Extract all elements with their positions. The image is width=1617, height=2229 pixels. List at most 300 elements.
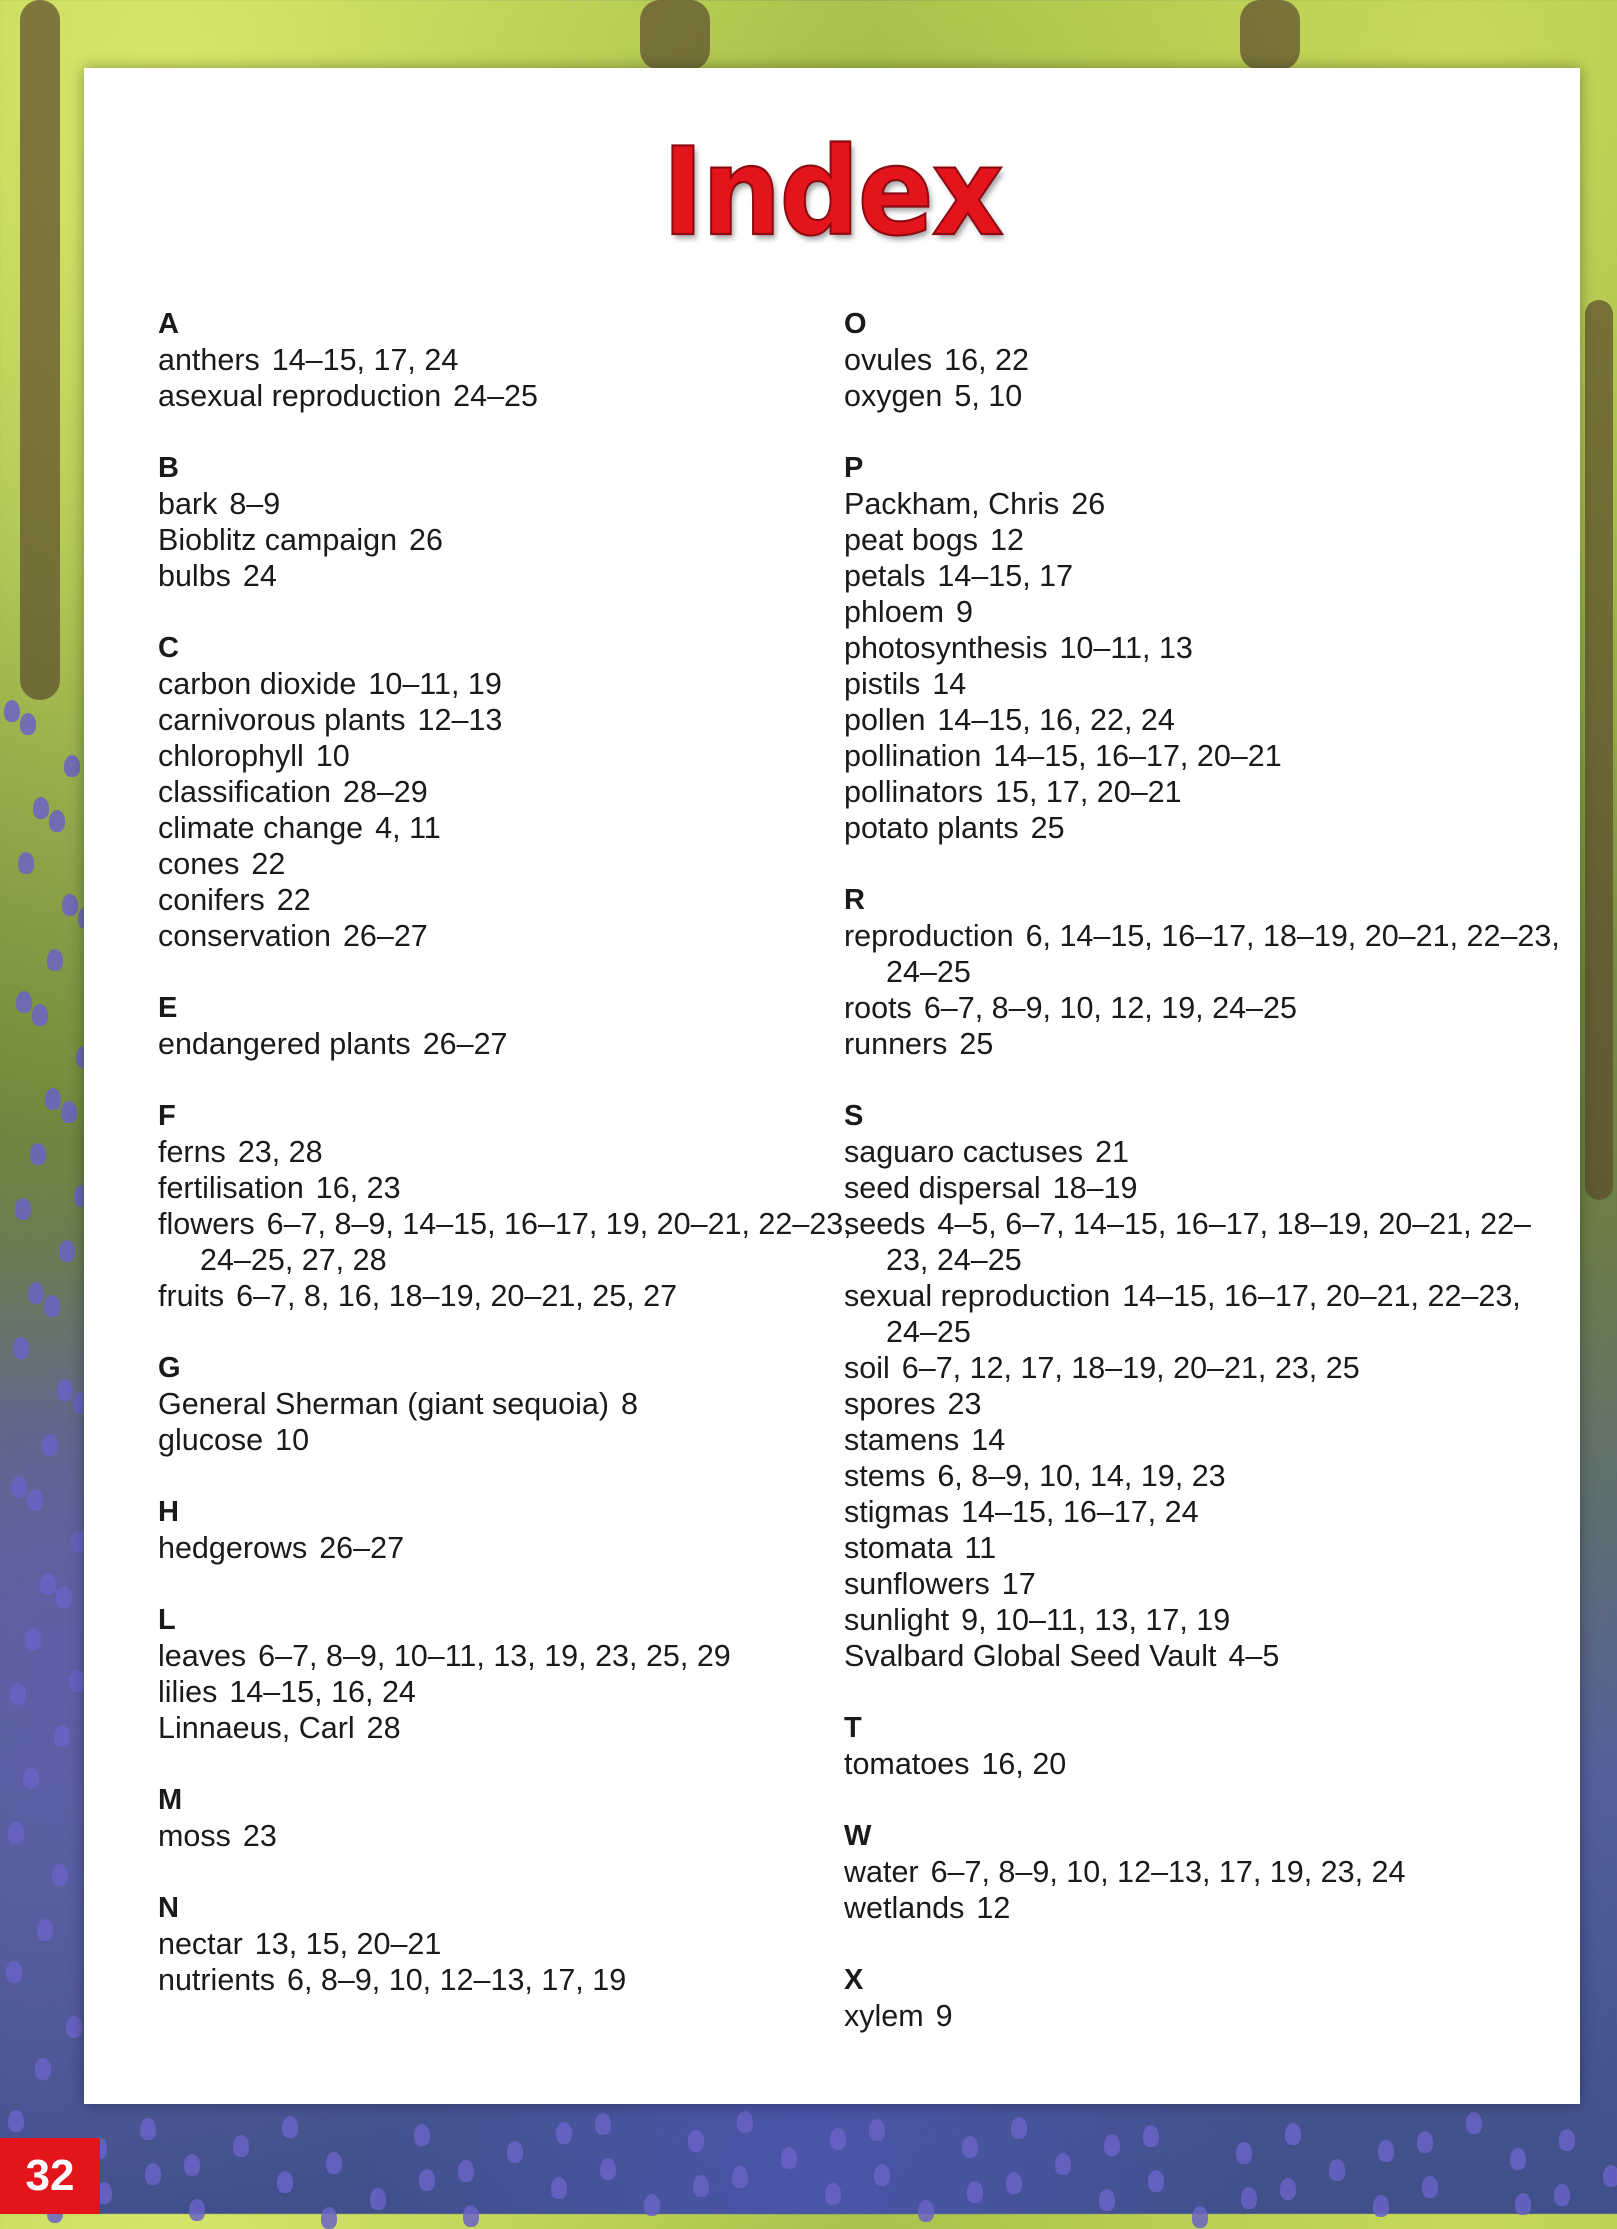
index-group — [844, 1098, 1564, 1674]
index-entry — [844, 1350, 1564, 1386]
index-term: phloem — [844, 595, 945, 629]
index-group — [158, 630, 858, 954]
bluebell-decoration — [8, 2110, 24, 2132]
index-entry — [844, 666, 1564, 702]
bluebell-decoration — [37, 1919, 53, 1941]
index-term: chlorophyll — [158, 739, 304, 773]
bluebell-decoration — [56, 1586, 72, 1608]
index-page-refs: 6–7, 8–9, 10, 12, 19, 24–25 — [923, 991, 1297, 1025]
index-page-refs: 22 — [251, 847, 286, 881]
bluebell-decoration — [27, 1489, 43, 1511]
bluebell-decoration — [45, 1088, 61, 1110]
bluebell-decoration — [62, 894, 78, 916]
index-term: soil — [844, 1351, 890, 1385]
bluebell-decoration — [16, 991, 32, 1013]
index-term: glucose — [158, 1423, 264, 1457]
index-entry — [844, 486, 1564, 522]
index-page-refs: 23 — [242, 1819, 277, 1853]
index-term: seeds — [844, 1207, 926, 1241]
index-entry — [844, 990, 1564, 1026]
index-letter-heading: S — [844, 1100, 864, 1132]
index-entry — [158, 846, 858, 882]
bluebell-decoration — [830, 2128, 846, 2150]
bluebell-decoration — [1055, 2153, 1071, 2175]
bluebell-decoration — [688, 2130, 704, 2152]
index-term: seed dispersal — [844, 1171, 1041, 1205]
index-page-refs: 24–25 — [453, 379, 538, 413]
index-column-left — [158, 306, 858, 2034]
bluebell-decoration — [737, 2111, 753, 2133]
index-page-refs: 13, 15, 20–21 — [254, 1927, 442, 1961]
bluebell-decoration — [551, 2177, 567, 2199]
bluebell-decoration — [23, 1767, 39, 1789]
bluebell-decoration — [11, 1476, 27, 1498]
bluebell-decoration — [1280, 2178, 1296, 2200]
index-letter-heading: M — [158, 1784, 183, 1816]
bluebell-decoration — [1236, 2142, 1252, 2164]
index-term: reproduction — [844, 919, 1014, 953]
index-term: roots — [844, 991, 912, 1025]
index-entry — [158, 666, 858, 702]
index-group — [844, 1962, 1564, 2034]
index-page-refs: 9 — [935, 1999, 953, 2033]
index-entry — [158, 1206, 858, 1278]
index-term: xylem — [844, 1999, 924, 2033]
bluebell-decoration — [781, 2147, 797, 2169]
index-group — [158, 1098, 858, 1314]
index-group — [158, 1782, 858, 1854]
index-term: lilies — [158, 1675, 218, 1709]
index-term: stigmas — [844, 1495, 950, 1529]
index-page-refs: 15, 17, 20–21 — [995, 775, 1182, 809]
index-entry — [844, 1206, 1564, 1278]
index-page-refs: 6–7, 12, 17, 18–19, 20–21, 23, 25 — [901, 1351, 1360, 1385]
bluebell-decoration — [507, 2141, 523, 2163]
index-term: pollination — [844, 739, 982, 773]
index-entry — [844, 918, 1564, 990]
index-letter-heading: O — [844, 308, 867, 340]
bluebell-decoration — [595, 2113, 611, 2135]
index-term: saguaro cactuses — [844, 1135, 1084, 1169]
bluebell-decoration — [1143, 2125, 1159, 2147]
index-term: endangered plants — [158, 1027, 411, 1061]
bluebell-decoration — [825, 2183, 841, 2205]
index-group — [158, 1890, 858, 1998]
bluebell-decoration — [49, 810, 65, 832]
index-term: anthers — [158, 343, 260, 377]
index-letter-heading: G — [158, 1352, 181, 1384]
index-term: sunflowers — [844, 1567, 990, 1601]
index-page-refs: 14–15, 16, 24 — [229, 1675, 416, 1709]
index-term: Bioblitz campaign — [158, 523, 398, 557]
bluebell-decoration — [8, 1822, 24, 1844]
index-page-refs: 22 — [276, 883, 311, 917]
bluebell-decoration — [967, 2181, 983, 2203]
bluebell-decoration — [52, 1864, 68, 1886]
bluebell-decoration — [6, 1961, 22, 1983]
bluebell-decoration — [1329, 2159, 1345, 2181]
index-term: leaves — [158, 1639, 247, 1673]
index-term: photosynthesis — [844, 631, 1048, 665]
bluebell-decoration — [233, 2135, 249, 2157]
index-page-refs: 14 — [932, 667, 967, 701]
index-term: tomatoes — [844, 1747, 970, 1781]
index-term: Svalbard Global Seed Vault — [844, 1639, 1217, 1673]
index-term: carbon dioxide — [158, 667, 357, 701]
index-term: carnivorous plants — [158, 703, 406, 737]
index-entry — [844, 738, 1564, 774]
index-entry — [844, 1026, 1564, 1062]
bluebell-decoration — [918, 2200, 934, 2222]
bluebell-decoration — [370, 2188, 386, 2210]
index-page-refs: 23, 28 — [237, 1135, 323, 1169]
index-entry — [158, 918, 858, 954]
bluebell-decoration — [463, 2205, 479, 2227]
index-letter-heading: P — [844, 452, 864, 484]
bluebell-decoration — [15, 1198, 31, 1220]
index-entry — [158, 1026, 858, 1062]
bluebell-decoration — [732, 2166, 748, 2188]
index-entry — [844, 1386, 1564, 1422]
index-entry — [158, 1962, 858, 1998]
index-entry — [158, 1818, 858, 1854]
index-entry — [158, 1530, 858, 1566]
index-page-refs: 4–5, 6–7, 14–15, 16–17, 18–19, 20–21, 22–23, 24–25 — [886, 1207, 1531, 1277]
index-page-refs: 28 — [366, 1711, 401, 1745]
index-letter-heading: L — [158, 1604, 176, 1636]
index-term: Linnaeus, Carl — [158, 1711, 355, 1745]
index-page-refs: 10–11, 13 — [1059, 631, 1193, 665]
index-page-refs: 6–7, 8–9, 10, 12–13, 17, 19, 23, 24 — [930, 1855, 1406, 1889]
index-group — [158, 306, 858, 414]
index-term: spores — [844, 1387, 936, 1421]
index-group — [844, 450, 1564, 846]
bluebell-decoration — [145, 2163, 161, 2185]
index-entry — [158, 882, 858, 918]
index-term: ovules — [844, 343, 933, 377]
bluebell-decoration — [419, 2169, 435, 2191]
index-term: bark — [158, 487, 218, 521]
index-entry — [158, 702, 858, 738]
index-entry — [844, 342, 1564, 378]
index-page-refs: 14–15, 16–17, 20–21 — [993, 739, 1282, 773]
index-letter-heading: T — [844, 1712, 862, 1744]
index-group — [158, 1494, 858, 1566]
index-page-refs: 25 — [959, 1027, 994, 1061]
index-entry — [844, 1278, 1564, 1350]
bluebell-decoration — [693, 2175, 709, 2197]
index-letter-heading: R — [844, 884, 865, 916]
index-page-refs: 9 — [956, 595, 974, 629]
bluebell-decoration — [962, 2136, 978, 2158]
index-page-refs: 12 — [989, 523, 1024, 557]
index-term: classification — [158, 775, 331, 809]
bluebell-decoration — [20, 713, 36, 735]
bluebell-decoration — [61, 1101, 77, 1123]
index-page-refs: 21 — [1095, 1135, 1129, 1169]
bluebell-decoration — [1466, 2112, 1482, 2134]
index-term: petals — [844, 559, 926, 593]
index-entry — [158, 342, 858, 378]
bluebell-decoration — [1559, 2129, 1575, 2151]
index-group — [844, 306, 1564, 414]
index-entry — [158, 1386, 858, 1422]
bluebell-decoration — [326, 2152, 342, 2174]
index-page-refs: 16, 23 — [315, 1171, 401, 1205]
bluebell-decoration — [18, 852, 34, 874]
index-entry — [844, 1458, 1564, 1494]
index-page-refs: 26–27 — [319, 1531, 405, 1565]
bluebell-decoration — [32, 1004, 48, 1026]
index-entry — [844, 702, 1564, 738]
bluebell-decoration — [556, 2122, 572, 2144]
index-letter-heading: A — [158, 308, 179, 340]
bluebell-decoration — [600, 2158, 616, 2180]
index-letter-heading: W — [844, 1820, 872, 1852]
index-group — [844, 1818, 1564, 1926]
tree-trunk — [640, 0, 710, 70]
index-term: Packham, Chris — [844, 487, 1060, 521]
bluebell-decoration — [57, 1379, 73, 1401]
bluebell-decoration — [1285, 2123, 1301, 2145]
index-term: pollen — [844, 703, 926, 737]
index-term: nectar — [158, 1927, 243, 1961]
index-entry — [158, 486, 858, 522]
bluebell-decoration — [1603, 2165, 1617, 2187]
index-letter-heading: B — [158, 452, 179, 484]
index-entry — [158, 522, 858, 558]
bluebell-decoration — [321, 2207, 337, 2229]
bluebell-decoration — [184, 2154, 200, 2176]
index-entry — [844, 594, 1564, 630]
index-page-refs: 10 — [275, 1423, 310, 1457]
index-entry — [844, 1566, 1564, 1602]
bluebell-decoration — [1148, 2170, 1164, 2192]
index-term: ferns — [158, 1135, 226, 1169]
index-entry — [158, 1278, 858, 1314]
index-letter-heading: C — [158, 632, 179, 664]
bluebell-decoration — [30, 1143, 46, 1165]
bluebell-decoration — [282, 2116, 298, 2138]
index-column-right — [844, 306, 1564, 2070]
index-entry — [158, 738, 858, 774]
index-page-refs: 17 — [1001, 1567, 1036, 1601]
index-entry — [158, 1422, 858, 1458]
index-entry — [844, 558, 1564, 594]
index-page-refs: 10–11, 19 — [368, 667, 502, 701]
bluebell-decoration — [64, 755, 80, 777]
index-group — [158, 450, 858, 594]
index-page-refs: 26 — [1071, 487, 1106, 521]
index-entry — [158, 1170, 858, 1206]
bluebell-decoration — [25, 1628, 41, 1650]
index-page-refs: 11 — [964, 1531, 997, 1565]
index-term: water — [844, 1855, 919, 1889]
bluebell-decoration — [40, 1573, 56, 1595]
index-term: cones — [158, 847, 240, 881]
index-entry — [844, 1134, 1564, 1170]
index-entry — [844, 1746, 1564, 1782]
index-page-refs: 16, 20 — [981, 1747, 1067, 1781]
index-entry — [844, 1890, 1564, 1926]
index-page-refs: 14–15, 17, 24 — [271, 343, 459, 377]
index-term: pistils — [844, 667, 921, 701]
index-entry — [158, 810, 858, 846]
bluebell-decoration — [33, 797, 49, 819]
index-entry — [844, 1602, 1564, 1638]
index-term: climate change — [158, 811, 364, 845]
bluebell-decoration — [10, 1683, 26, 1705]
index-page-refs: 6–7, 8–9, 10–11, 13, 19, 23, 25, 29 — [258, 1639, 731, 1673]
bluebell-decoration — [644, 2194, 660, 2216]
bluebell-decoration — [189, 2199, 205, 2221]
bluebell-decoration — [414, 2124, 430, 2146]
index-page-refs: 14–15, 16–17, 24 — [961, 1495, 1199, 1529]
index-page-refs: 26–27 — [422, 1027, 508, 1061]
index-page-refs: 12–13 — [417, 703, 503, 737]
index-page-refs: 12 — [976, 1891, 1011, 1925]
index-page-refs: 18–19 — [1052, 1171, 1138, 1205]
index-group — [158, 1350, 858, 1458]
index-term: stamens — [844, 1423, 960, 1457]
index-page-refs: 6–7, 8–9, 14–15, 16–17, 19, 20–21, 22–23, 24–25, 27, 28 — [200, 1207, 852, 1277]
bluebell-decoration — [59, 1240, 75, 1262]
index-page-refs: 14–15, 16–17, 20–21, 22–23, 24–25 — [886, 1279, 1521, 1349]
index-letter-heading: N — [158, 1892, 179, 1924]
index-letter-heading: X — [844, 1964, 864, 1996]
index-entry — [844, 630, 1564, 666]
bluebell-decoration — [42, 1434, 58, 1456]
index-term: oxygen — [844, 379, 943, 413]
index-page — [84, 68, 1580, 2104]
index-term: sunlight — [844, 1603, 950, 1637]
index-entry — [844, 1854, 1564, 1890]
index-page-refs: 8 — [620, 1387, 638, 1421]
bluebell-decoration — [35, 2058, 51, 2080]
index-entry — [844, 1530, 1564, 1566]
index-page-refs: 23 — [947, 1387, 982, 1421]
index-entry — [158, 1134, 858, 1170]
index-term: wetlands — [844, 1891, 965, 1925]
index-term: General Sherman (giant sequoia) — [158, 1387, 609, 1421]
index-entry — [844, 1638, 1564, 1674]
bluebell-decoration — [1510, 2148, 1526, 2170]
index-page-refs: 24 — [242, 559, 277, 593]
index-page-refs: 8–9 — [229, 487, 281, 521]
index-entry — [844, 522, 1564, 558]
index-entry — [158, 378, 858, 414]
bluebell-decoration — [874, 2164, 890, 2186]
index-entry — [158, 558, 858, 594]
index-entry — [158, 1674, 858, 1710]
index-group — [158, 1602, 858, 1746]
index-term: pollinators — [844, 775, 984, 809]
index-page-refs: 14–15, 17 — [937, 559, 1074, 593]
index-page-refs: 6, 8–9, 10, 14, 19, 23 — [937, 1459, 1226, 1493]
index-page-refs: 5, 10 — [954, 379, 1023, 413]
index-group — [844, 1710, 1564, 1782]
index-page-refs: 26–27 — [342, 919, 428, 953]
bluebell-decoration — [69, 1670, 85, 1692]
index-entry — [158, 1710, 858, 1746]
bluebell-decoration — [13, 1337, 29, 1359]
index-page-refs: 16, 22 — [944, 343, 1029, 377]
index-term: flowers — [158, 1207, 255, 1241]
bluebell-decoration — [277, 2171, 293, 2193]
index-page-refs: 9, 10–11, 13, 17, 19 — [961, 1603, 1231, 1637]
index-term: peat bogs — [844, 523, 978, 557]
index-term: bulbs — [158, 559, 231, 593]
index-term: fertilisation — [158, 1171, 304, 1205]
index-term: conservation — [158, 919, 331, 953]
tree-trunk — [1585, 300, 1613, 1200]
bluebell-decoration — [4, 700, 20, 722]
bluebell-decoration — [1417, 2131, 1433, 2153]
index-entry — [844, 774, 1564, 810]
index-entry — [844, 1998, 1564, 2034]
index-page-refs: 6, 8–9, 10, 12–13, 17, 19 — [286, 1963, 627, 1997]
index-term: asexual reproduction — [158, 379, 442, 413]
bluebell-decoration — [1515, 2193, 1531, 2215]
index-entry — [844, 1170, 1564, 1206]
index-entry — [158, 774, 858, 810]
bluebell-decoration — [47, 949, 63, 971]
index-term: conifers — [158, 883, 265, 917]
index-entry — [158, 1926, 858, 1962]
index-term: potato plants — [844, 811, 1019, 845]
bluebell-decoration — [1422, 2176, 1438, 2198]
index-term: stems — [844, 1459, 926, 1493]
bluebell-decoration — [869, 2119, 885, 2141]
bluebell-decoration — [1378, 2140, 1394, 2162]
index-letter-heading: E — [158, 992, 178, 1024]
bluebell-decoration — [1104, 2134, 1120, 2156]
index-letter-heading: F — [158, 1100, 176, 1132]
bluebell-decoration — [28, 1282, 44, 1304]
index-letter-heading: H — [158, 1496, 179, 1528]
bluebell-decoration — [44, 1295, 60, 1317]
index-term: fruits — [158, 1279, 225, 1313]
tree-trunk — [20, 0, 60, 700]
index-entry — [158, 1638, 858, 1674]
index-term: nutrients — [158, 1963, 275, 1997]
index-term: sexual reproduction — [844, 1279, 1111, 1313]
bluebell-decoration — [1006, 2172, 1022, 2194]
bluebell-decoration — [1099, 2189, 1115, 2211]
tree-trunk — [1240, 0, 1300, 70]
bluebell-decoration — [1554, 2184, 1570, 2206]
bluebell-decoration — [140, 2118, 156, 2140]
bluebell-decoration — [458, 2160, 474, 2182]
index-page-refs: 25 — [1030, 811, 1065, 845]
index-term: runners — [844, 1027, 948, 1061]
bluebell-decoration — [1241, 2187, 1257, 2209]
index-group — [158, 990, 858, 1062]
index-term: moss — [158, 1819, 231, 1853]
index-page-refs: 4, 11 — [375, 811, 441, 845]
index-entry — [844, 810, 1564, 846]
page-number: 32 — [0, 2138, 100, 2214]
bluebell-decoration — [1011, 2117, 1027, 2139]
bluebell-decoration — [54, 1725, 70, 1747]
page-title: Index — [662, 122, 1002, 264]
index-page-refs: 14 — [971, 1423, 1006, 1457]
index-group — [844, 882, 1564, 1062]
index-entry — [844, 1494, 1564, 1530]
index-page-refs: 6–7, 8, 16, 18–19, 20–21, 25, 27 — [236, 1279, 678, 1313]
index-term: hedgerows — [158, 1531, 308, 1565]
bluebell-decoration — [66, 2016, 82, 2038]
